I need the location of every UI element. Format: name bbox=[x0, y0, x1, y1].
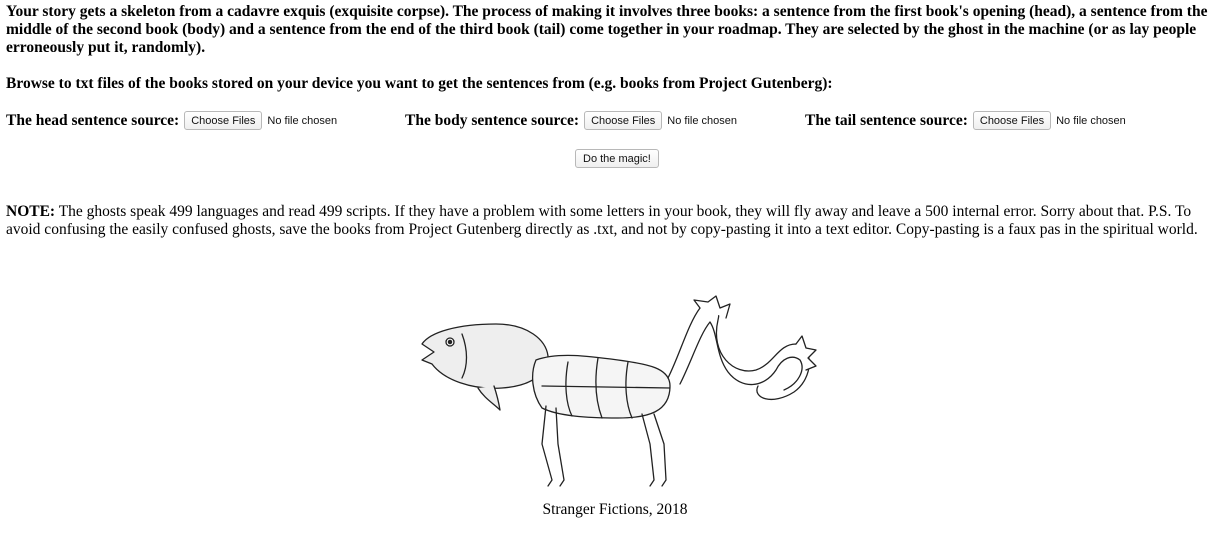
body-source-label: The body sentence source: bbox=[405, 111, 580, 129]
head-choose-files-button[interactable]: Choose Files bbox=[184, 111, 262, 130]
hind-leg-1 bbox=[642, 414, 654, 486]
fish-head bbox=[422, 324, 548, 388]
tail-source-label: The tail sentence source: bbox=[805, 111, 968, 129]
head-source-field bbox=[6, 111, 337, 130]
do-the-magic-button[interactable]: Do the magic! bbox=[575, 149, 659, 168]
head-source-label: The head sentence source: bbox=[6, 111, 180, 129]
body-choose-files-button[interactable]: Choose Files bbox=[584, 111, 662, 130]
tail-choose-files-button[interactable]: Choose Files bbox=[973, 111, 1051, 130]
note-label: NOTE: bbox=[6, 203, 56, 220]
head-file-status: No file chosen bbox=[267, 114, 338, 127]
exquisite-corpse-illustration bbox=[418, 294, 818, 494]
intro-text: Your story gets a skeleton from a cadavre exquis (exquisite corpse). The process of making it involves three books: a sentence from the first book's opening (head), a sentence from the middle of the second book (body) and a sentence from the end of the third book (tail) come together in your roadmap. They are selected by the ghost in the machine (or as lay people erroneously put it, randomly). bbox=[6, 3, 1208, 56]
note-paragraph bbox=[6, 203, 1224, 239]
body-source-field bbox=[405, 111, 737, 130]
body-file-status: No file chosen bbox=[667, 114, 738, 127]
browse-instructions: Browse to txt files of the books stored on your device you want to get the sentences from (e.g. books from Project Gutenberg): bbox=[6, 75, 833, 92]
tail-source-field bbox=[805, 111, 1126, 130]
tail-file-status: No file chosen bbox=[1056, 114, 1126, 127]
note-text: The ghosts speak 499 languages and read 499 scripts. If they have a problem with some letters in your book, they will fly away and leave a 500 internal error. Sorry about that. P.S. To avoid confusing the easily confused ghosts, save the books from Project Gutenberg directly as .txt, and not by copy-pasting it into a text editor. Copy-pasting is a faux pas in the spiritual world. bbox=[6, 203, 1198, 238]
serpent-tail bbox=[668, 303, 809, 399]
caption: Stranger Fictions, 2018 bbox=[542, 501, 688, 518]
front-leg-1 bbox=[542, 406, 552, 486]
